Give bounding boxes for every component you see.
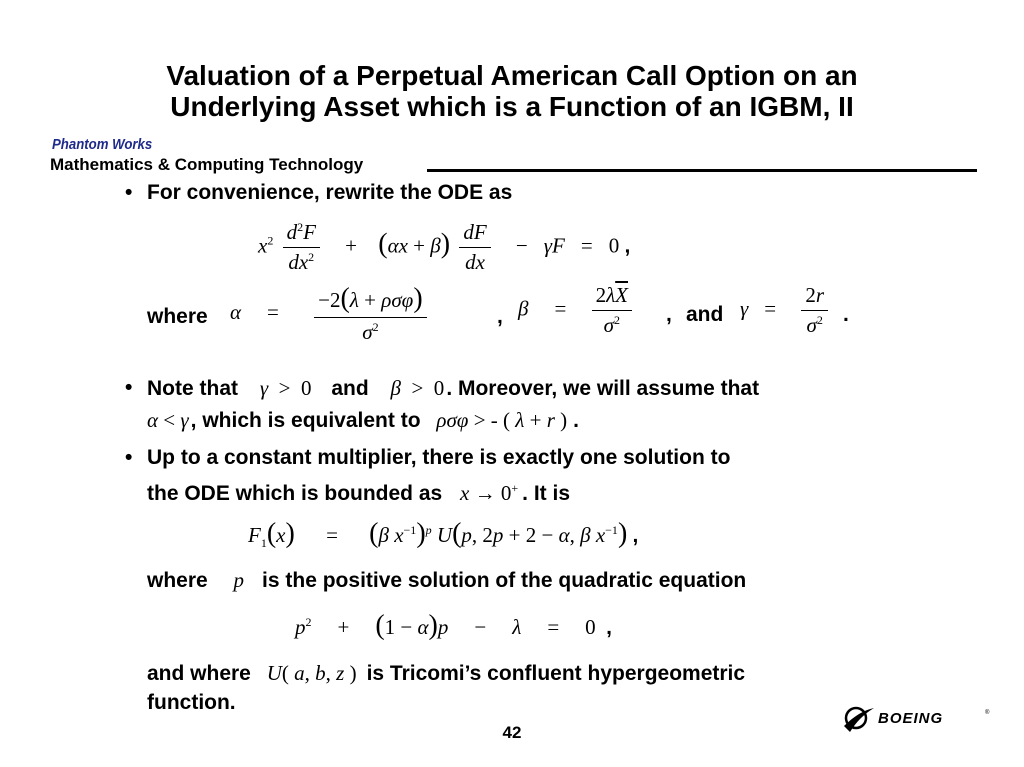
comma-2: ,	[666, 303, 672, 326]
bullet-marker-1: •	[125, 181, 133, 204]
bullet-marker-2: •	[125, 376, 133, 399]
registered-mark: ®	[985, 710, 990, 716]
solution-equation: $F_1(x) = (\beta$ $x^{-1})^p$ U(p, 2p + 2 − α, β $x^{-1}$) ,	[248, 518, 639, 551]
comma-1: ,	[497, 305, 503, 328]
bullet-1-text: For convenience, rewrite the ODE as	[147, 181, 513, 204]
quadratic-equation: $p^2 + (1 - \alpha)p - \lambda = 0$ ,	[295, 610, 613, 641]
it-is-text: . It is	[522, 482, 571, 505]
positive-solution-text: is the positive solution of the quadratic equation	[262, 569, 747, 592]
and-text-2: and	[331, 377, 369, 400]
tricomi-text: is Tricomi’s confluent hypergeometric	[366, 662, 746, 685]
bullet-3-line-1: Up to a constant multiplier, there is exactly one solution to	[147, 446, 731, 469]
and-where-text: and where	[147, 662, 251, 685]
and-label-1: and	[686, 303, 724, 326]
note-that-text: Note that	[147, 377, 238, 400]
bullet-2-line-1: Note that γ > 0 and β > 0. Moreover, we will assume that	[147, 376, 760, 400]
bounded-text: the ODE which is bounded as	[147, 482, 443, 505]
group-name: Mathematics & Computing Technology	[50, 155, 364, 174]
bullet-2-line-2: α < γ, which is equivalent to ρσφ > - ( λ + r ) .	[147, 408, 580, 432]
boeing-logo	[842, 700, 992, 736]
moreover-text: . Moreover, we will assume that	[446, 377, 760, 400]
beta-definition: β = $\frac{2\lambda\overline{X}}{\sigma^2}$	[518, 283, 636, 338]
bullet-3-line-4: and where U( a, b, z ) is Tricomi’s confluent hypergeometric	[147, 661, 746, 685]
where-label-1: where	[147, 305, 208, 328]
bullet-3-line-3: where p is the positive solution of the quadratic equation	[147, 568, 747, 592]
header-rule	[427, 169, 977, 172]
bullet-marker-3: •	[125, 446, 133, 469]
equivalent-text: , which is equivalent to	[190, 409, 421, 432]
slide-title	[40, 60, 984, 122]
gamma-definition: γ = $\frac{2r}{\sigma^2}$	[740, 283, 832, 338]
period-1: .	[843, 303, 849, 326]
page-number: 42	[502, 723, 522, 742]
title-line-2: Underlying Asset which is a Function of an IGBM, II	[170, 91, 854, 122]
division-name: Phantom Works	[52, 136, 153, 153]
alpha-definition: α = $\frac{\text{−2(λ + ρσφ)}}{\sigma^2}$	[230, 283, 431, 345]
ode-equation: $x^2$ $\frac{d^2F}{dx^2}$ + (αx + β) $\frac{dF}{dx}$ − γF = 0 ,	[258, 220, 631, 274]
where-label-2: where	[147, 569, 208, 592]
boeing-wordmark: BOEING	[878, 710, 944, 727]
bullet-3-line-2: the ODE which is bounded as x → 0+ . It is	[147, 481, 571, 505]
title-line-1: Valuation of a Perpetual American Call Option on an	[166, 60, 858, 91]
function-word: function.	[147, 691, 236, 714]
